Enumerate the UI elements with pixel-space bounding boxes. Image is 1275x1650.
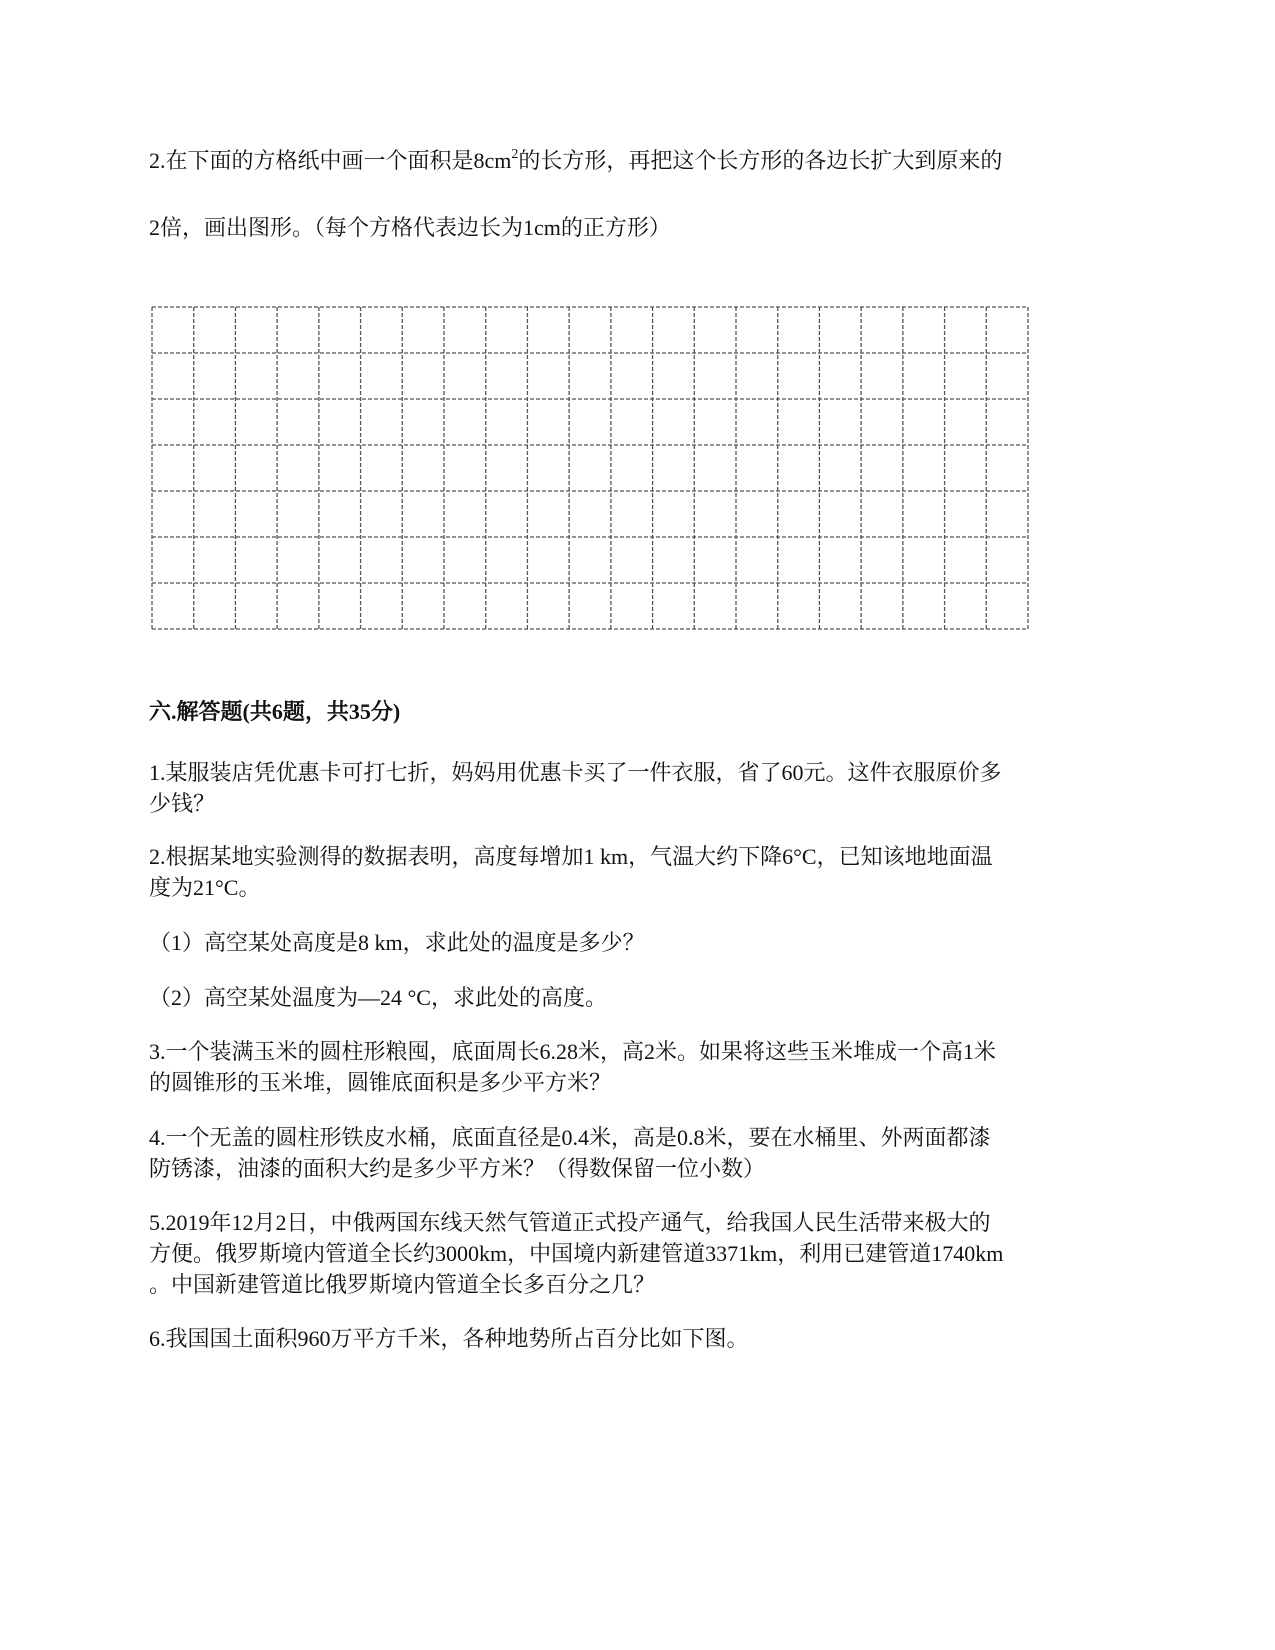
problem-1-line-1: 1.某服装店凭优惠卡可打七折，妈妈用优惠卡买了一件衣服，省了60元。这件衣服原价多: [149, 760, 1002, 785]
problem-5-line-1: 5.2019年12月2日，中俄两国东线天然气管道正式投产通气，给我国人民生活带来极大的: [149, 1210, 991, 1235]
square-grid-paper[interactable]: [150, 305, 1030, 631]
problem-3-line-2: 的圆锥形的玉米堆，圆锥底面积是多少平方米？: [149, 1070, 612, 1095]
problem-2-subquestion-2: （2）高空某处温度为—24 °C，求此处的高度。: [149, 985, 607, 1010]
question-2-text-pre: 2.在下面的方格纸中画一个面积是8cm: [149, 148, 512, 173]
problem-6-line-1: 6.我国国土面积960万平方千米，各种地势所占百分比如下图。: [149, 1326, 749, 1351]
problem-5-line-2: 方便。俄罗斯境内管道全长约3000km，中国境内新建管道3371km，利用已建管道1740km: [149, 1241, 1004, 1266]
superscript-two: 2: [511, 146, 519, 162]
problem-3-line-1: 3.一个装满玉米的圆柱形粮囤，底面周长6.28米，高2米。如果将这些玉米堆成一个高1米: [149, 1039, 997, 1064]
question-2-line-1: [149, 146, 1002, 176]
problem-2-line-1: 2.根据某地实验测得的数据表明，高度每增加1 km，气温大约下降6°C，已知该地地面温: [149, 844, 993, 869]
problem-5-line-3: 。中国新建管道比俄罗斯境内管道全长多百分之几？: [149, 1272, 656, 1297]
question-2-line-2: 2倍，画出图形。（每个方格代表边长为1cm的正方形）: [149, 215, 671, 240]
problem-2-line-2: 度为21°C。: [149, 875, 261, 900]
section-6-title: 六.解答题(共6题，共35分): [149, 699, 401, 724]
problem-4-line-1: 4.一个无盖的圆柱形铁皮水桶，底面直径是0.4米，高是0.8米，要在水桶里、外两面都漆: [149, 1125, 991, 1150]
problem-2-subquestion-1: （1）高空某处高度是8 km，求此处的温度是多少？: [149, 930, 645, 955]
problem-4-line-2: 防锈漆，油漆的面积大约是多少平方米？（得数保留一位小数）: [149, 1156, 766, 1181]
problem-1-line-2: 少钱？: [149, 791, 216, 816]
question-2-text-post: 的长方形，再把这个长方形的各边长扩大到原来的: [518, 148, 1003, 173]
